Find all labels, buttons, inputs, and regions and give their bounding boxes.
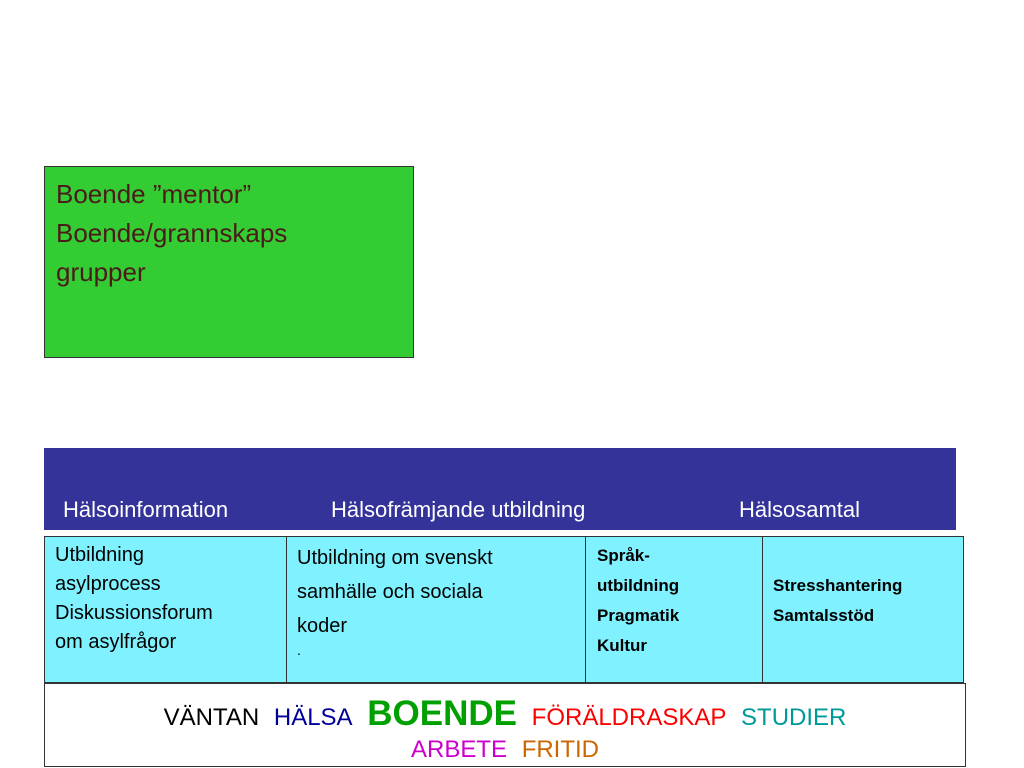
keywords-box bbox=[44, 683, 966, 767]
boende-line-1: Boende ”mentor” bbox=[56, 179, 252, 209]
keyword-health: HÄLSA bbox=[273, 704, 353, 731]
keyword-studies: STUDIER bbox=[741, 704, 847, 731]
cell-language-line-1: Språk- bbox=[597, 546, 650, 565]
cell-asylum-line-2: asylprocess bbox=[55, 573, 161, 595]
cell-asylum bbox=[44, 536, 287, 683]
boende-line-2: Boende/grannskaps bbox=[56, 218, 288, 248]
keyword-waiting: VÄNTAN bbox=[163, 704, 260, 731]
cell-language-line-3: Pragmatik bbox=[597, 606, 680, 625]
keywords-row-1 bbox=[45, 696, 965, 736]
cell-society-line-4: . bbox=[297, 642, 301, 658]
cell-asylum-line-3: Diskussionsforum bbox=[55, 602, 213, 624]
keywords-row-2 bbox=[45, 734, 965, 766]
keyword-work: ARBETE bbox=[410, 736, 508, 763]
cell-language-line-2: utbildning bbox=[597, 576, 680, 595]
keyword-housing: BOENDE bbox=[367, 694, 517, 733]
cell-stress bbox=[762, 536, 964, 683]
cell-language-line-4: Kultur bbox=[597, 636, 648, 655]
keyword-parenthood: FÖRÄLDRASKAP bbox=[531, 704, 727, 731]
cell-society-line-1: Utbildning om svenskt bbox=[297, 547, 493, 569]
cell-stress-line-2: Samtalsstöd bbox=[773, 606, 875, 625]
cell-stress-line-1: Stresshantering bbox=[773, 576, 903, 595]
cell-society bbox=[286, 536, 586, 683]
cell-society-line-3: koder bbox=[297, 615, 348, 637]
cell-asylum-line-4: om asylfrågor bbox=[55, 631, 177, 653]
health-education-label: Hälsofrämjande utbildning bbox=[331, 497, 586, 522]
cell-language bbox=[585, 536, 763, 683]
health-bar bbox=[44, 448, 956, 530]
boende-box bbox=[44, 166, 414, 358]
cell-society-line-2: samhälle och sociala bbox=[297, 581, 483, 603]
keyword-leisure: FRITID bbox=[521, 736, 600, 763]
health-information-label: Hälsoinformation bbox=[63, 497, 229, 522]
health-conversation-label: Hälsosamtal bbox=[739, 497, 861, 522]
cell-asylum-line-1: Utbildning bbox=[55, 544, 144, 566]
boende-line-3: grupper bbox=[56, 257, 146, 287]
